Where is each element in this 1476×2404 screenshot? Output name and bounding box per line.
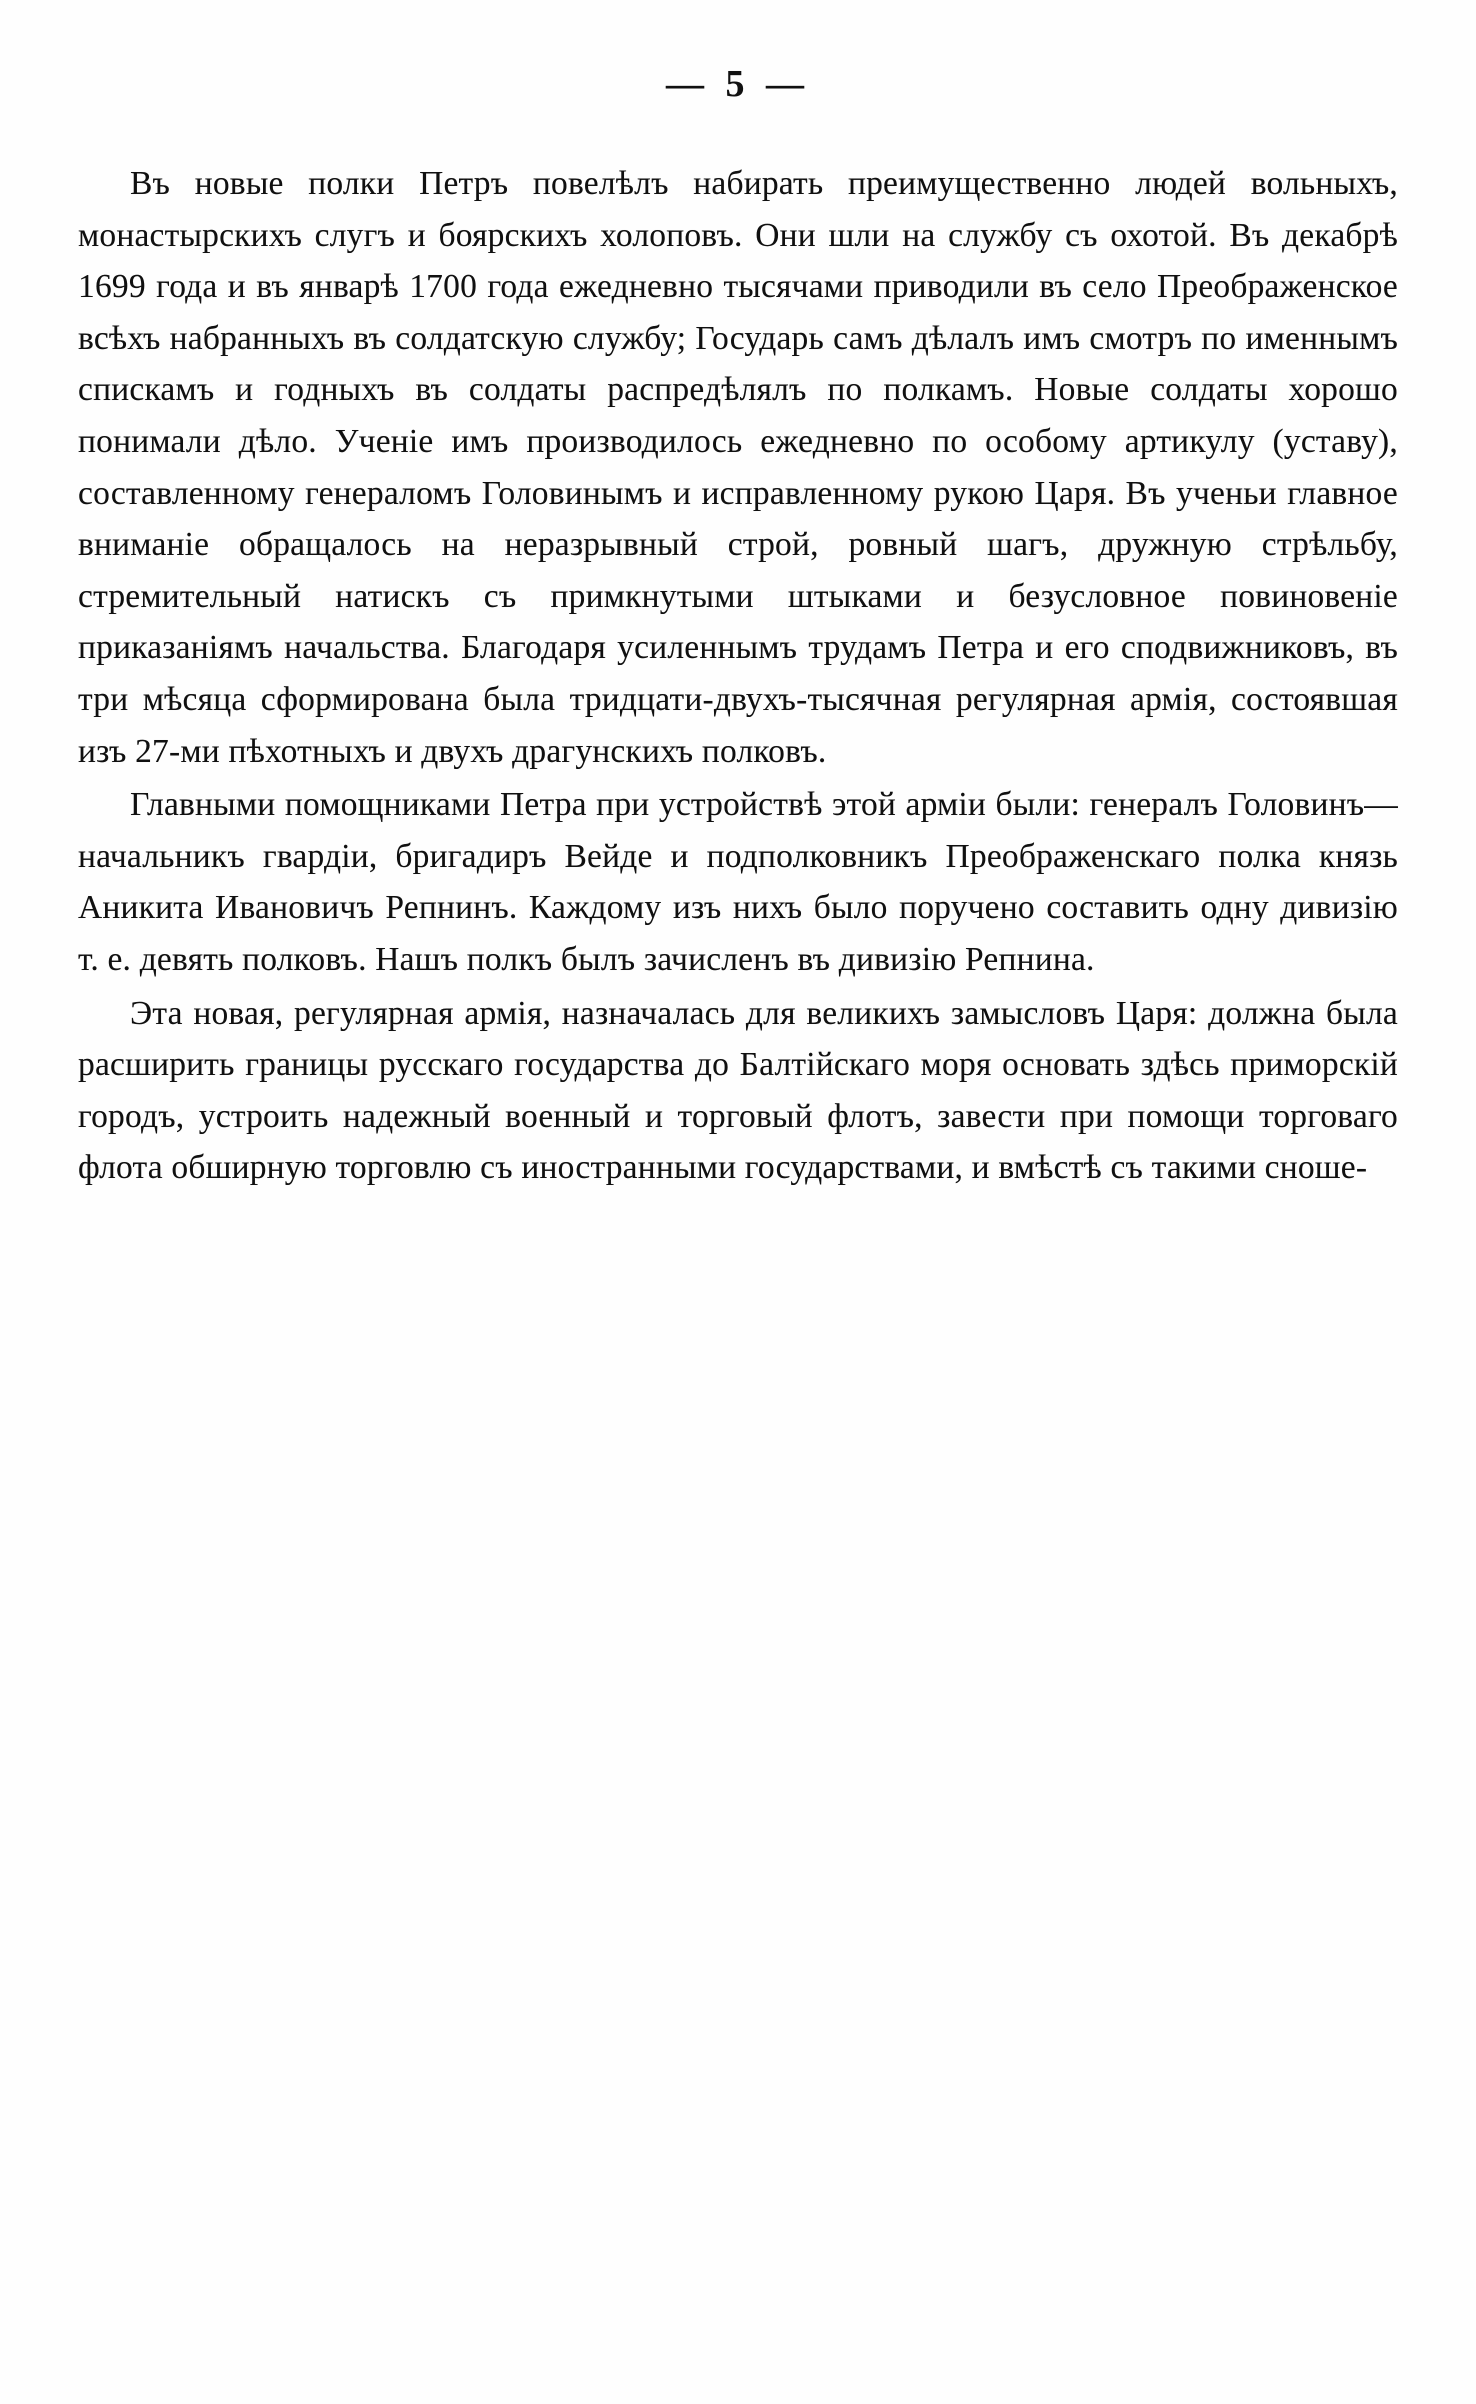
paragraph-1-text: Въ новые полки Петръ повелѣлъ набирать преимущественно людей вольныхъ, монастырскихъ слугъ и боярскихъ холоповъ. Они шли на службу съ охотой. Въ декабрѣ 1699 года и въ январѣ 1700 года ежедневно тысячами приводили въ село Преображенское всѣхъ набранныхъ въ солдатскую службу; Государь самъ дѣлалъ имъ смотръ по именнымъ спискамъ и годныхъ въ солдаты распредѣлялъ по полкамъ. Новые солдаты хорошо понимали дѣло. Ученіе имъ производилось ежедневно по особому артикулу (уставу), составленному генераломъ Головинымъ и исправленному рукою Царя. Въ ученьи главное вниманіе обращалось на неразрывный строй, ровный шагъ, дружную стрѣльбу, стремительный натискъ съ примкнутыми штыками и безусловное повиновеніе приказаніямъ начальства. Благодаря усиленнымъ трудамъ Петра и его сподвижниковъ, въ три мѣсяца сформирована была тридцати-двухъ-тысячная регулярная армія, состоявшая изъ 27-ми пѣхотныхъ и двухъ драгунскихъ полковъ. [78, 165, 1398, 770]
paragraph-3 [78, 988, 1398, 1194]
page-number-header: — 5 — [666, 63, 810, 105]
paragraph-3-text: Эта новая, регулярная армія, назначалась для великихъ замысловъ Царя: должна была расширить границы русскаго государства до Балтійскаго моря основать здѣсь приморскій городъ, устроить надежный военный и торговый флотъ, завести при помощи торговаго флота обширную торговлю съ иностранными государствами, и вмѣстѣ съ такими сноше- [78, 994, 1398, 1187]
paragraph-1 [78, 158, 1398, 777]
paragraph-2-text: Главными помощниками Петра при устройствѣ этой арміи были: генералъ Головинъ—начальникъ гвардіи, бригадиръ Вейде и подполковникъ Преображенскаго полка князь Аникита Ивановичъ Репнинъ. Каждому изъ нихъ было поручено составить одну дивизію т. е. девять полковъ. Нашъ полкъ былъ зачисленъ въ дивизію Репнина. [78, 786, 1398, 978]
page-body [78, 158, 1398, 1194]
paragraph-2 [78, 779, 1398, 985]
